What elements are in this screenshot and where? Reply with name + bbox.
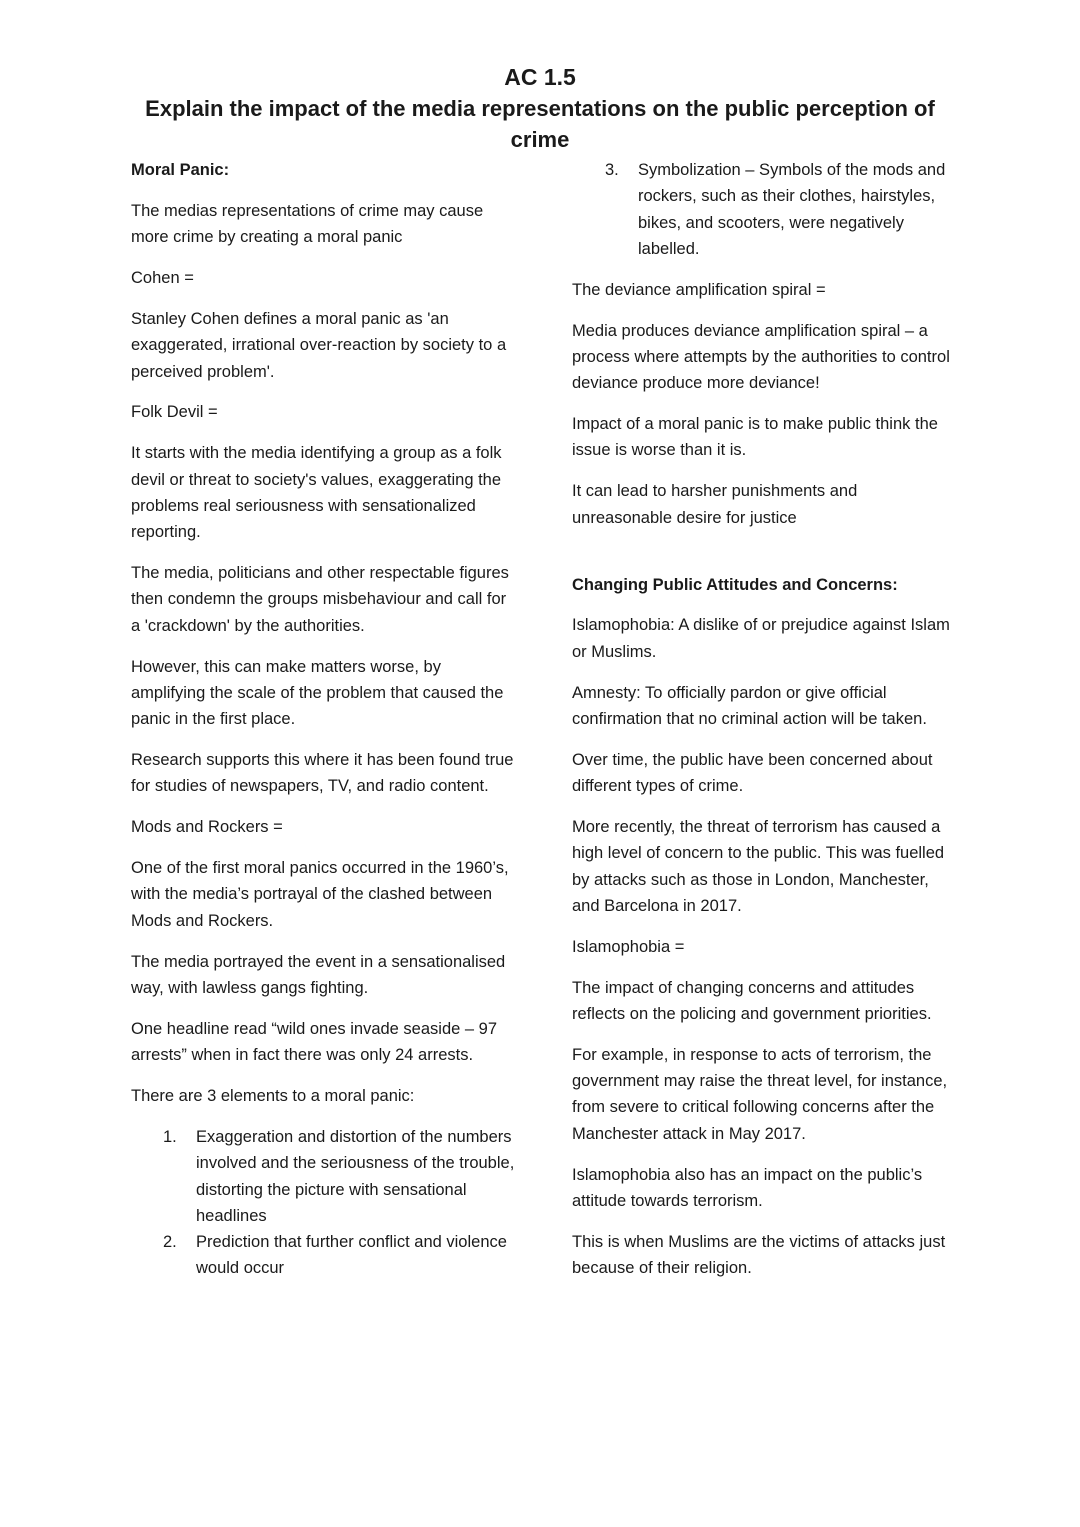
paragraph: Cohen = bbox=[131, 269, 194, 288]
spacer bbox=[572, 546, 957, 572]
paragraph: It starts with the media identifying a group as a folk devil or threat to society's values, exaggerating the problems real seriousness with sensationalized reporting. bbox=[131, 444, 502, 542]
elements-list bbox=[163, 1124, 516, 1282]
paragraph: Amnesty: To officially pardon or give official confirmation that no criminal action will be taken. bbox=[572, 683, 927, 728]
paragraph: Mods and Rockers = bbox=[131, 818, 283, 837]
moral-panic-heading: Moral Panic: bbox=[131, 161, 230, 179]
paragraph: Impact of a moral panic is to make public think the issue is worse than it is. bbox=[572, 415, 938, 460]
paragraph: One of the first moral panics occurred in the 1960’s, with the media’s portrayal of the clashed between Mods and Rockers. bbox=[131, 859, 509, 930]
left-column bbox=[131, 157, 516, 1282]
list-item-text: Symbolization – Symbols of the mods and rockers, such as their clothes, hairstyles, bikes, and scooters, were negatively labelled. bbox=[638, 161, 946, 258]
elements-list-continued bbox=[572, 157, 957, 262]
paragraph: It can lead to harsher punishments and unreasonable desire for justice bbox=[572, 482, 858, 527]
paragraph: There are 3 elements to a moral panic: bbox=[131, 1087, 415, 1106]
paragraph: One headline read “wild ones invade seaside – 97 arrests” when in fact there was only 24 arrests. bbox=[131, 1019, 497, 1065]
list-number: 1. bbox=[163, 1127, 177, 1146]
list-item-text: Prediction that further conflict and violence would occur bbox=[196, 1233, 507, 1278]
paragraph: For example, in response to acts of terrorism, the government may raise the threat level, for instance, from severe to critical following concerns after the Manchester attack in May 2017. bbox=[572, 1045, 948, 1143]
paragraph: The media portrayed the event in a sensationalised way, with lawless gangs fighting. bbox=[131, 952, 506, 997]
section-code: AC 1.5 bbox=[504, 64, 576, 90]
paragraph: Islamophobia = bbox=[572, 937, 685, 956]
paragraph: Islamophobia also has an impact on the public’s attitude towards terrorism. bbox=[572, 1165, 923, 1210]
document-header bbox=[100, 62, 980, 155]
paragraph: Research supports this where it has been found true for studies of newspapers, TV, and radio content. bbox=[131, 751, 514, 796]
list-number: 2. bbox=[163, 1233, 177, 1252]
paragraph: Stanley Cohen defines a moral panic as 'an exaggerated, irrational over-reaction by society to a perceived problem'. bbox=[131, 309, 507, 381]
page-title: Explain the impact of the media representations on the public perception of crime bbox=[145, 96, 935, 152]
public-attitudes-heading: Changing Public Attitudes and Concerns: bbox=[572, 575, 898, 594]
paragraph: Over time, the public have been concerned about different types of crime. bbox=[572, 750, 933, 796]
right-column bbox=[572, 157, 957, 1296]
paragraph: The deviance amplification spiral = bbox=[572, 280, 826, 299]
paragraph: More recently, the threat of terrorism has caused a high level of concern to the public. This was fuelled by attacks such as those in London, Manchester, and Barcelona in 2017. bbox=[572, 817, 945, 915]
list-item-text: Exaggeration and distortion of the numbers involved and the seriousness of the trouble, distorting the picture with sensational headlines bbox=[196, 1127, 515, 1225]
paragraph: However, this can make matters worse, by amplifying the scale of the problem that caused the panic in the first place. bbox=[131, 657, 504, 729]
paragraph: The impact of changing concerns and attitudes reflects on the policing and government priorities. bbox=[572, 978, 932, 1023]
paragraph: This is when Muslims are the victims of attacks just because of their religion. bbox=[572, 1232, 946, 1278]
paragraph: The medias representations of crime may cause more crime by creating a moral panic bbox=[131, 201, 484, 247]
paragraph: Islamophobia: A dislike of or prejudice against Islam or Muslims. bbox=[572, 616, 950, 661]
paragraph: The media, politicians and other respectable figures then condemn the groups misbehaviour and call for a 'crackdown' by the authorities. bbox=[131, 564, 509, 635]
list-item bbox=[163, 1229, 516, 1282]
list-item bbox=[572, 157, 957, 262]
list-number: 3. bbox=[605, 161, 619, 179]
paragraph: Folk Devil = bbox=[131, 403, 218, 422]
paragraph: Media produces deviance amplification spiral – a process where attempts by the authorities to control deviance produce more deviance! bbox=[572, 321, 950, 393]
list-item bbox=[163, 1124, 516, 1229]
